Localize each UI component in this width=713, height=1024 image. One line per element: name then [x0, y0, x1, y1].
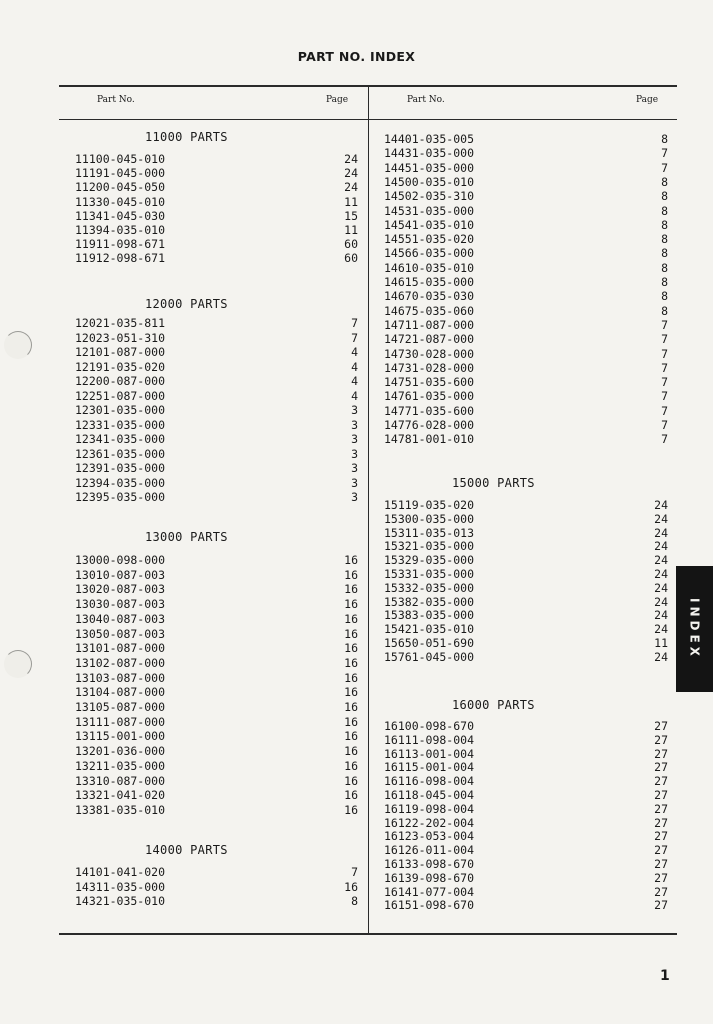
part-number: 13115-001-000	[75, 729, 166, 744]
page-reference: 60	[344, 237, 358, 252]
part-number: 13321-041-020	[75, 788, 166, 803]
part-number: 11200-045-050	[75, 180, 166, 195]
page-reference: 24	[654, 553, 668, 568]
page-reference: 16	[344, 729, 358, 744]
left-page-header: Page	[326, 95, 349, 105]
part-number: 13111-087-000	[75, 714, 166, 729]
page-reference: 8	[661, 189, 668, 204]
page-reference: 7	[661, 403, 668, 418]
part-number: 12394-035-000	[75, 475, 166, 490]
part-number: 15321-035-000	[384, 539, 475, 554]
part-number: 16141-077-004	[384, 884, 475, 899]
part-number: 13310-087-000	[75, 773, 166, 788]
part-number: 13381-035-010	[75, 802, 166, 817]
part-number: 15300-035-000	[384, 511, 475, 526]
part-number: 13020-087-003	[75, 582, 166, 597]
page-reference: 8	[661, 174, 668, 189]
page-reference: 24	[654, 594, 668, 609]
part-number: 11191-045-000	[75, 166, 166, 181]
part-number: 15650-051-690	[384, 636, 475, 650]
part-number: 14731-028-000	[384, 360, 475, 375]
part-number: 12023-051-310	[75, 330, 166, 345]
page-reference: 27	[654, 801, 668, 816]
part-number: 14502-035-310	[384, 189, 475, 204]
part-number: 12361-035-000	[75, 446, 166, 461]
part-number: 14730-028-000	[384, 346, 475, 361]
page-reference: 16	[344, 641, 358, 656]
left-section-heading: 12000 PARTS	[145, 297, 228, 311]
part-number: 14101-041-020	[75, 865, 166, 879]
page-reference: 8	[661, 303, 668, 318]
page-reference: 16	[344, 626, 358, 641]
binder-hole-lower	[4, 650, 32, 678]
part-number: 14321-035-010	[75, 894, 166, 909]
part-number: 14401-035-005	[384, 132, 475, 146]
part-number: 14610-035-010	[384, 260, 475, 275]
page-reference: 27	[654, 760, 668, 775]
right-section-heading: 16000 PARTS	[452, 698, 535, 712]
page-reference: 4	[351, 388, 358, 403]
page-reference: 8	[661, 260, 668, 275]
left-section-heading: 14000 PARTS	[145, 843, 228, 857]
page-reference: 3	[351, 461, 358, 475]
part-number: 15329-035-000	[384, 553, 475, 568]
part-number: 11341-045-030	[75, 208, 166, 223]
page-reference: 8	[351, 894, 358, 909]
page-reference: 3	[351, 432, 358, 446]
page-reference: 24	[654, 539, 668, 554]
part-number: 15383-035-000	[384, 608, 475, 623]
part-number: 15119-035-020	[384, 498, 475, 512]
part-number: 14551-035-020	[384, 232, 475, 247]
page-reference: 60	[344, 251, 358, 266]
page-reference: 16	[344, 567, 358, 582]
part-number: 14721-087-000	[384, 332, 475, 347]
part-number: 15761-045-000	[384, 649, 475, 664]
page-reference: 27	[654, 774, 668, 789]
page-reference: 16	[344, 788, 358, 803]
left-section-heading: 11000 PARTS	[145, 130, 228, 144]
part-number: 14541-035-010	[384, 217, 475, 232]
page-reference: 16	[344, 553, 358, 567]
part-number: 13104-087-000	[75, 685, 166, 700]
page-reference: 24	[344, 180, 358, 195]
part-number: 13010-087-003	[75, 567, 166, 582]
part-number: 16115-001-004	[384, 760, 475, 775]
page-reference: 7	[351, 330, 358, 345]
page-reference: 27	[654, 898, 668, 913]
page-reference: 24	[654, 608, 668, 623]
part-number: 16133-098-670	[384, 857, 475, 871]
part-number: 14711-087-000	[384, 317, 475, 332]
part-number: 16122-202-004	[384, 815, 475, 830]
part-number: 12301-035-000	[75, 403, 166, 417]
part-number: 12331-035-000	[75, 417, 166, 432]
page-reference: 27	[654, 829, 668, 844]
page-reference: 24	[344, 166, 358, 181]
page-reference: 16	[344, 611, 358, 626]
part-number: 11912-098-671	[75, 251, 166, 266]
page-reference: 3	[351, 446, 358, 461]
page-reference: 8	[661, 217, 668, 232]
page-reference: 24	[654, 498, 668, 512]
page-reference: 7	[351, 865, 358, 879]
part-number: 16126-011-004	[384, 843, 475, 858]
part-number: 14500-035-010	[384, 174, 475, 189]
page-reference: 24	[654, 580, 668, 595]
part-number: 16139-098-670	[384, 870, 475, 885]
page-reference: 8	[661, 275, 668, 289]
part-number: 15382-035-000	[384, 594, 475, 609]
page-reference: 16	[344, 802, 358, 817]
page-reference: 16	[344, 582, 358, 597]
page-reference: 11	[344, 194, 358, 209]
page-reference: 24	[654, 622, 668, 637]
part-number: 12101-087-000	[75, 345, 166, 359]
page-title: PART NO. INDEX	[297, 49, 416, 64]
part-number: 14670-035-030	[384, 289, 475, 304]
page-reference: 16	[344, 773, 358, 788]
page-reference: 16	[344, 700, 358, 714]
part-number: 14566-035-000	[384, 246, 475, 261]
part-number: 12341-035-000	[75, 432, 166, 446]
page-reference: 16	[344, 670, 358, 685]
part-number: 12021-035-811	[75, 316, 166, 330]
page-reference: 24	[654, 525, 668, 540]
part-number: 11394-035-010	[75, 223, 166, 237]
page-reference: 7	[661, 418, 668, 432]
binder-hole-upper	[4, 331, 32, 359]
part-number: 16113-001-004	[384, 746, 475, 761]
part-number: 13201-036-000	[75, 744, 166, 759]
page-reference: 8	[661, 132, 668, 146]
part-number: 11330-045-010	[75, 194, 166, 209]
page-reference: 27	[654, 870, 668, 885]
page-reference: 16	[344, 758, 358, 773]
page-reference: 27	[654, 732, 668, 747]
page-reference: 7	[661, 146, 668, 161]
part-number: 14431-035-000	[384, 146, 475, 161]
page-reference: 8	[661, 246, 668, 261]
page-reference: 3	[351, 417, 358, 432]
part-number: 13030-087-003	[75, 597, 166, 612]
page-reference: 15	[344, 208, 358, 223]
page-reference: 27	[654, 719, 668, 733]
part-number: 16111-098-004	[384, 732, 475, 747]
page-reference: 16	[344, 685, 358, 700]
page-number: 1	[660, 968, 670, 984]
page-reference: 8	[661, 232, 668, 247]
part-number: 13101-087-000	[75, 641, 166, 656]
page-reference: 24	[344, 152, 358, 166]
part-number: 14761-035-000	[384, 389, 475, 404]
right-part-no-header: Part No.	[407, 95, 445, 105]
page-reference: 16	[344, 655, 358, 670]
page-reference: 27	[654, 788, 668, 802]
part-number: 11100-045-010	[75, 152, 166, 166]
page-reference: 27	[654, 884, 668, 899]
page-reference: 24	[654, 511, 668, 526]
page-reference: 3	[351, 475, 358, 490]
page-reference: 7	[661, 432, 668, 447]
page-reference: 3	[351, 490, 358, 504]
part-number: 14675-035-060	[384, 303, 475, 318]
part-number: 16116-098-004	[384, 774, 475, 789]
part-number: 16118-045-004	[384, 788, 475, 802]
page-reference: 27	[654, 843, 668, 858]
part-number: 13050-087-003	[75, 626, 166, 641]
part-number: 16100-098-670	[384, 719, 475, 733]
page-reference: 16	[344, 597, 358, 612]
left-section-heading: 13000 PARTS	[145, 530, 228, 544]
page-reference: 8	[661, 203, 668, 218]
part-number: 12191-035-020	[75, 359, 166, 374]
part-number: 12200-087-000	[75, 374, 166, 388]
page-reference: 27	[654, 857, 668, 871]
part-number: 14751-035-600	[384, 375, 475, 390]
page-reference: 8	[661, 289, 668, 304]
part-number: 12391-035-000	[75, 461, 166, 475]
part-number: 16151-098-670	[384, 898, 475, 913]
page-reference: 11	[654, 636, 668, 650]
part-number: 14531-035-000	[384, 203, 475, 218]
page-reference: 27	[654, 815, 668, 830]
part-number: 12395-035-000	[75, 490, 166, 504]
page-reference: 7	[661, 160, 668, 175]
page-reference: 11	[344, 223, 358, 237]
page-reference: 16	[344, 744, 358, 759]
page-reference: 24	[654, 567, 668, 581]
page-reference: 24	[654, 649, 668, 664]
page-reference: 3	[351, 403, 358, 417]
page-reference: 27	[654, 746, 668, 761]
part-number: 12251-087-000	[75, 388, 166, 403]
index-tab	[676, 566, 713, 692]
part-number: 13105-087-000	[75, 700, 166, 714]
part-number: 14781-001-010	[384, 432, 475, 447]
part-number: 11911-098-671	[75, 237, 166, 252]
page-reference: 4	[351, 374, 358, 388]
part-number: 14615-035-000	[384, 275, 475, 289]
part-number: 15421-035-010	[384, 622, 475, 637]
index-tab-label: INDEX	[687, 598, 702, 660]
left-part-no-header: Part No.	[97, 95, 135, 105]
part-number: 16123-053-004	[384, 829, 475, 844]
part-number: 13102-087-000	[75, 655, 166, 670]
page-reference: 7	[351, 316, 358, 330]
part-number: 13000-098-000	[75, 553, 166, 567]
part-number: 13211-035-000	[75, 758, 166, 773]
part-number: 13103-087-000	[75, 670, 166, 685]
page-reference: 7	[661, 346, 668, 361]
page-reference: 16	[344, 714, 358, 729]
page-reference: 4	[351, 359, 358, 374]
page-reference: 7	[661, 317, 668, 332]
page-reference: 7	[661, 375, 668, 390]
page-reference: 16	[344, 879, 358, 894]
page-reference: 7	[661, 332, 668, 347]
part-number: 14771-035-600	[384, 403, 475, 418]
part-number: 13040-087-003	[75, 611, 166, 626]
footer-rule	[59, 933, 677, 935]
part-number: 15332-035-000	[384, 580, 475, 595]
right-section-heading: 15000 PARTS	[452, 476, 535, 490]
page-reference: 7	[661, 360, 668, 375]
page-reference: 7	[661, 389, 668, 404]
column-divider	[368, 86, 369, 934]
right-page-header: Page	[636, 95, 659, 105]
part-number: 14451-035-000	[384, 160, 475, 175]
part-number: 14311-035-000	[75, 879, 166, 894]
part-number: 15331-035-000	[384, 567, 475, 581]
part-number: 16119-098-004	[384, 801, 475, 816]
part-number: 14776-028-000	[384, 418, 475, 432]
part-number: 15311-035-013	[384, 525, 475, 540]
page-reference: 4	[351, 345, 358, 359]
